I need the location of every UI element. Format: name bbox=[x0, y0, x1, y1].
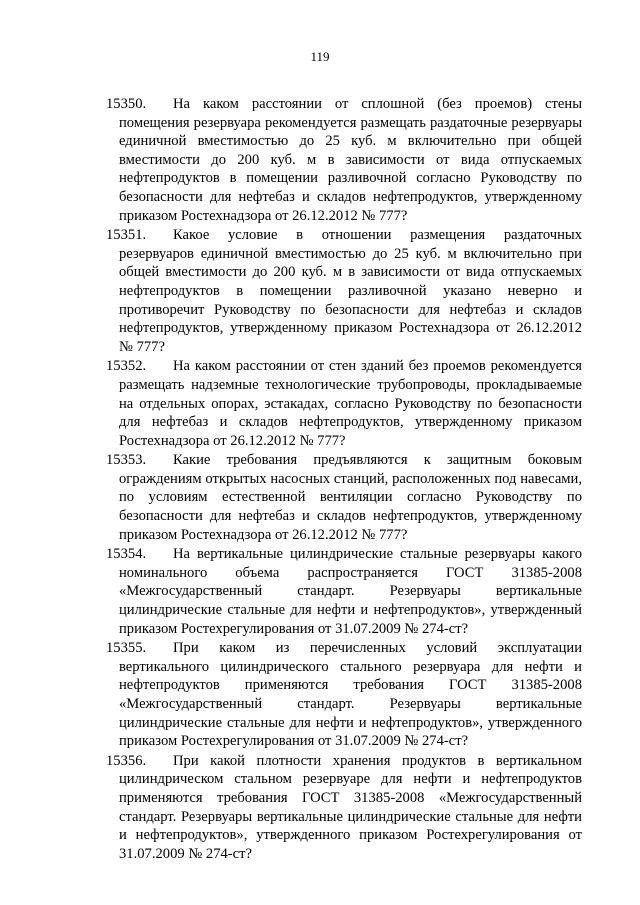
question-number: 15350. bbox=[106, 96, 147, 112]
question-text: На каком расстоянии от стен зданий без проемов рекомендуется размещать надземные технологические трубопроводы, прокладываемые на отдельных опорах, эстакадах, согласно Руководству по безопасности для нефтебаз и складов нефтепродуктов, утвержденному приказом Ростехнадзора от 26.12.2012 № 777? bbox=[119, 358, 582, 449]
question-item bbox=[0, 639, 640, 751]
question-item bbox=[0, 357, 640, 450]
question-number: 15355. bbox=[106, 640, 147, 657]
question-text: Какие требования предъявляются к защитным боковым ограждениям открытых насосных станций, расположенных под навесами, по условиям естественной вентиляции согласно Руководству по безопасности для нефтебаз и складов нефтепродуктов, утвержденному приказом Ростехнадзора от 26.12.2012 № 777? bbox=[119, 452, 582, 543]
question-item bbox=[0, 226, 640, 356]
question-list bbox=[0, 95, 640, 864]
page-number: 119 bbox=[310, 49, 330, 64]
question-text: На вертикальные цилиндрические стальные резервуары какого номинального объема распространяется ГОСТ 31385-2008 «Межгосударственный стандарт. Резервуары вертикальные цилиндрические стальные для нефти и нефтепродуктов», утвержденный приказом Ростехрегулирования от 31.07.2009 № 274-ст? bbox=[119, 546, 582, 637]
question-item bbox=[0, 545, 640, 638]
question-number: 15354. bbox=[106, 546, 147, 563]
question-item bbox=[0, 451, 640, 544]
question-text: При какой плотности хранения продуктов в вертикальном цилиндрическом стальном резервуаре для нефти и нефтепродуктов применяются требования ГОСТ 31385-2008 «Межгосударственный стандарт. Резервуары вертикальные цилиндрические стальные для нефти и нефтепродуктов», утвержденного приказом Ростехрегулирования от 31.07.2009 № 274-ст? bbox=[119, 752, 582, 862]
question-number: 15352. bbox=[106, 358, 147, 375]
question-item bbox=[0, 752, 640, 864]
question-text: Какое условие в отношении размещения раздаточных резервуаров единичной вместимостью до 25 куб. м включительно при общей вместимости до 200 куб. м в зависимости от вида отпускаемых нефтепродуктов в помещении разливочной указано неверно и противоречит Руководству по безопасности для нефтебаз и складов нефтепродуктов, утвержденному приказом Ростехнадзора от 26.12.2012 № 777? bbox=[119, 227, 582, 355]
question-number: 15351. bbox=[106, 227, 147, 244]
question-item bbox=[0, 95, 640, 225]
question-number: 15353. bbox=[106, 452, 147, 469]
question-number: 15356. bbox=[106, 752, 147, 769]
question-text: На каком расстоянии от сплошной (без проемов) стены помещения резервуара рекомендуется размещать раздаточные резервуары единичной вместимостью до 25 куб. м включительно при общей вместимости до 200 куб. м в зависимости от вида отпускаемых нефтепродуктов в помещении разливочной согласно Руководству по безопасности для нефтебаз и складов нефтепродуктов, утвержденному приказом Ростехнадзора от 26.12.2012 № 777? bbox=[119, 96, 582, 224]
question-text: При каком из перечисленных условий эксплуатации вертикального цилиндрического стального резервуара для нефти и нефтепродуктов применяются требования ГОСТ 31385-2008 «Межгосударственный стандарт. Резервуары вертикальные цилиндрические стальные для нефти и нефтепродуктов», утвержденного приказом Ростехрегулирования от 31.07.2009 № 274-ст? bbox=[119, 640, 582, 750]
